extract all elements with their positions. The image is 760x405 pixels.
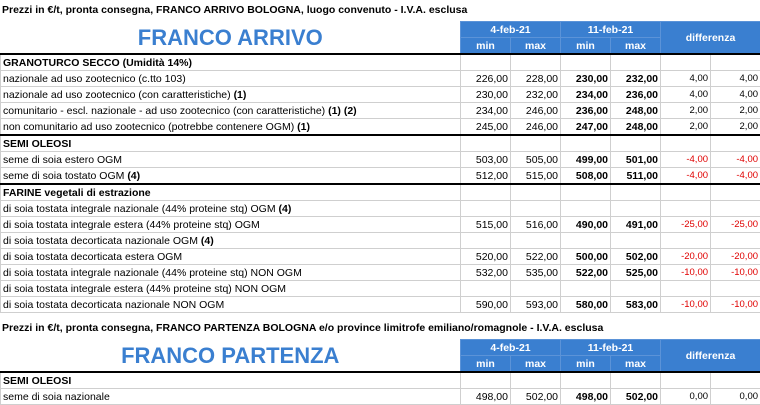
product-note: (1) <box>297 121 310 133</box>
max-header: max <box>511 356 561 373</box>
table-row <box>1 201 760 217</box>
curr-min-cell: 522,00 <box>561 265 611 281</box>
diff-min-cell: -25,00 <box>661 217 711 233</box>
prev-min-cell: 503,00 <box>461 152 511 168</box>
diff-min-cell: 4,00 <box>661 71 711 87</box>
curr-max-cell: 491,00 <box>611 217 661 233</box>
group-header-row <box>1 184 760 201</box>
date2-header: 11-feb-21 <box>561 22 661 38</box>
group-header-row <box>1 54 760 71</box>
product-label <box>1 249 461 265</box>
min-header: min <box>561 38 611 55</box>
empty-cell <box>711 54 760 71</box>
diff-min-cell: 2,00 <box>661 119 711 136</box>
curr-min-cell: 234,00 <box>561 87 611 103</box>
table-row <box>1 297 760 313</box>
empty-cell <box>561 184 611 201</box>
franco-partenza-banner: FRANCO PARTENZA <box>1 340 461 373</box>
product-label <box>1 168 461 185</box>
section1-caption: Prezzi in €/t, pronta consegna, FRANCO ARRIVO BOLOGNA, luogo convenuto - I.V.A. esclusa <box>2 4 467 16</box>
empty-cell <box>711 184 760 201</box>
section2-caption: Prezzi in €/t, pronta consegna, FRANCO PARTENZA BOLOGNA e/o province limitrofe emiliano/romagnole - I.V.A. esclusa <box>2 322 603 334</box>
group-header-row <box>1 135 760 152</box>
product-name: seme di soia nazionale <box>3 391 110 403</box>
table-row <box>1 87 760 103</box>
group-header-row <box>1 372 760 389</box>
prev-max-cell: 515,00 <box>511 168 561 185</box>
curr-min-cell: 490,00 <box>561 217 611 233</box>
table-row <box>1 217 760 233</box>
curr-max-cell: 502,00 <box>611 249 661 265</box>
prev-max-cell: 593,00 <box>511 297 561 313</box>
prev-max-cell: 228,00 <box>511 71 561 87</box>
diff-min-cell <box>661 233 711 249</box>
prev-min-cell: 245,00 <box>461 119 511 136</box>
product-label <box>1 233 461 249</box>
product-label <box>1 103 461 119</box>
diff-max-cell: 4,00 <box>711 87 760 103</box>
product-name: di soia tostata decorticata nazionale NON OGM <box>3 299 224 311</box>
curr-max-cell <box>611 201 661 217</box>
table-row <box>1 119 760 136</box>
curr-min-cell: 500,00 <box>561 249 611 265</box>
group-title: SEMI OLEOSI <box>1 372 461 389</box>
product-label <box>1 119 461 136</box>
diff-min-cell: -20,00 <box>661 249 711 265</box>
empty-cell <box>461 54 511 71</box>
diff-max-cell: -10,00 <box>711 265 760 281</box>
empty-cell <box>611 135 661 152</box>
empty-cell <box>611 184 661 201</box>
min-header: min <box>461 356 511 373</box>
product-name: nazionale ad uso zootecnico (con caratteristiche) <box>3 89 231 101</box>
diff-header: differenza <box>661 22 760 55</box>
empty-cell <box>461 184 511 201</box>
product-name: nazionale ad uso zootecnico (c.tto 103) <box>3 73 186 85</box>
prev-max-cell: 246,00 <box>511 119 561 136</box>
empty-cell <box>661 184 711 201</box>
prev-min-cell: 498,00 <box>461 389 511 405</box>
diff-min-cell: 0,00 <box>661 389 711 405</box>
empty-cell <box>611 54 661 71</box>
product-note: (1) (2) <box>328 105 357 117</box>
diff-min-cell: 2,00 <box>661 103 711 119</box>
curr-max-cell: 502,00 <box>611 389 661 405</box>
empty-cell <box>511 372 561 389</box>
empty-cell <box>661 135 711 152</box>
date2-header: 11-feb-21 <box>561 340 661 356</box>
product-name: seme di soia estero OGM <box>3 154 122 166</box>
prev-max-cell: 505,00 <box>511 152 561 168</box>
product-label <box>1 297 461 313</box>
product-name: di soia tostata integrale nazionale (44% proteine stq) OGM <box>3 203 276 215</box>
diff-max-cell: -4,00 <box>711 152 760 168</box>
product-label <box>1 201 461 217</box>
diff-max-cell: -4,00 <box>711 168 760 185</box>
franco-arrivo-table <box>0 21 760 313</box>
curr-max-cell <box>611 281 661 297</box>
empty-cell <box>561 54 611 71</box>
empty-cell <box>461 372 511 389</box>
franco-partenza-table <box>0 339 760 405</box>
prev-min-cell: 515,00 <box>461 217 511 233</box>
diff-min-cell <box>661 201 711 217</box>
franco-arrivo-banner: FRANCO ARRIVO <box>1 22 461 55</box>
empty-cell <box>511 184 561 201</box>
prev-max-cell <box>511 201 561 217</box>
diff-max-cell: -25,00 <box>711 217 760 233</box>
empty-cell <box>561 372 611 389</box>
product-name: di soia tostata integrale nazionale (44% proteine stq) NON OGM <box>3 267 302 279</box>
table-row <box>1 103 760 119</box>
prev-min-cell <box>461 233 511 249</box>
max-header: max <box>611 356 661 373</box>
prev-max-cell: 516,00 <box>511 217 561 233</box>
curr-max-cell: 232,00 <box>611 71 661 87</box>
product-name: seme di soia tostato OGM <box>3 170 124 182</box>
product-note: (4) <box>127 170 140 182</box>
diff-max-cell: 4,00 <box>711 71 760 87</box>
empty-cell <box>611 372 661 389</box>
table-row <box>1 265 760 281</box>
empty-cell <box>661 54 711 71</box>
prev-min-cell: 590,00 <box>461 297 511 313</box>
table-row <box>1 281 760 297</box>
table-row <box>1 389 760 405</box>
product-note: (4) <box>201 235 214 247</box>
prev-min-cell: 520,00 <box>461 249 511 265</box>
empty-cell <box>711 135 760 152</box>
curr-max-cell: 248,00 <box>611 119 661 136</box>
diff-max-cell <box>711 281 760 297</box>
group-title: GRANOTURCO SECCO (Umidità 14%) <box>1 54 461 71</box>
diff-min-cell: -4,00 <box>661 168 711 185</box>
curr-max-cell: 525,00 <box>611 265 661 281</box>
diff-header: differenza <box>661 340 760 373</box>
table-row <box>1 152 760 168</box>
product-label <box>1 217 461 233</box>
curr-min-cell: 499,00 <box>561 152 611 168</box>
group-title: SEMI OLEOSI <box>1 135 461 152</box>
table-row <box>1 233 760 249</box>
diff-min-cell: -10,00 <box>661 265 711 281</box>
empty-cell <box>511 54 561 71</box>
product-label <box>1 71 461 87</box>
prev-max-cell: 246,00 <box>511 103 561 119</box>
group-title: FARINE vegetali di estrazione <box>1 184 461 201</box>
product-name: non comunitario ad uso zootecnico (potrebbe contenere OGM) <box>3 121 294 133</box>
empty-cell <box>511 135 561 152</box>
curr-max-cell: 248,00 <box>611 103 661 119</box>
curr-min-cell: 498,00 <box>561 389 611 405</box>
prev-min-cell <box>461 201 511 217</box>
curr-max-cell: 501,00 <box>611 152 661 168</box>
product-label <box>1 152 461 168</box>
curr-min-cell: 508,00 <box>561 168 611 185</box>
prev-max-cell <box>511 281 561 297</box>
product-name: di soia tostata integrale estera (44% proteine stq) OGM <box>3 219 260 231</box>
diff-min-cell: -4,00 <box>661 152 711 168</box>
curr-max-cell: 583,00 <box>611 297 661 313</box>
curr-max-cell: 236,00 <box>611 87 661 103</box>
prev-min-cell: 512,00 <box>461 168 511 185</box>
min-header: min <box>561 356 611 373</box>
product-label <box>1 389 461 405</box>
curr-min-cell <box>561 281 611 297</box>
product-name: comunitario - escl. nazionale - ad uso zootecnico (con caratteristiche) <box>3 105 325 117</box>
diff-max-cell: 2,00 <box>711 103 760 119</box>
product-name: di soia tostata decorticata estera OGM <box>3 251 182 263</box>
product-note: (1) <box>234 89 247 101</box>
curr-min-cell <box>561 201 611 217</box>
product-name: di soia tostata integrale estera (44% proteine stq) NON OGM <box>3 283 286 295</box>
product-label <box>1 87 461 103</box>
diff-max-cell: 2,00 <box>711 119 760 136</box>
diff-max-cell: 0,00 <box>711 389 760 405</box>
prev-max-cell: 232,00 <box>511 87 561 103</box>
max-header: max <box>611 38 661 55</box>
product-label <box>1 281 461 297</box>
prev-min-cell: 532,00 <box>461 265 511 281</box>
table-row <box>1 71 760 87</box>
prev-max-cell: 502,00 <box>511 389 561 405</box>
table-row <box>1 168 760 185</box>
prev-min-cell <box>461 281 511 297</box>
curr-min-cell: 230,00 <box>561 71 611 87</box>
curr-max-cell <box>611 233 661 249</box>
curr-min-cell: 580,00 <box>561 297 611 313</box>
prev-max-cell <box>511 233 561 249</box>
diff-max-cell <box>711 201 760 217</box>
table-row <box>1 249 760 265</box>
diff-min-cell: 4,00 <box>661 87 711 103</box>
curr-min-cell <box>561 233 611 249</box>
prev-min-cell: 234,00 <box>461 103 511 119</box>
min-header: min <box>461 38 511 55</box>
product-name: di soia tostata decorticata nazionale OGM <box>3 235 198 247</box>
curr-max-cell: 511,00 <box>611 168 661 185</box>
curr-min-cell: 247,00 <box>561 119 611 136</box>
empty-cell <box>661 372 711 389</box>
diff-max-cell <box>711 233 760 249</box>
prev-max-cell: 522,00 <box>511 249 561 265</box>
prev-max-cell: 535,00 <box>511 265 561 281</box>
empty-cell <box>711 372 760 389</box>
date1-header: 4-feb-21 <box>461 340 561 356</box>
product-label <box>1 265 461 281</box>
diff-max-cell: -20,00 <box>711 249 760 265</box>
product-note: (4) <box>279 203 292 215</box>
prev-min-cell: 226,00 <box>461 71 511 87</box>
diff-min-cell: -10,00 <box>661 297 711 313</box>
prev-min-cell: 230,00 <box>461 87 511 103</box>
max-header: max <box>511 38 561 55</box>
diff-min-cell <box>661 281 711 297</box>
curr-min-cell: 236,00 <box>561 103 611 119</box>
date1-header: 4-feb-21 <box>461 22 561 38</box>
diff-max-cell: -10,00 <box>711 297 760 313</box>
empty-cell <box>461 135 511 152</box>
empty-cell <box>561 135 611 152</box>
